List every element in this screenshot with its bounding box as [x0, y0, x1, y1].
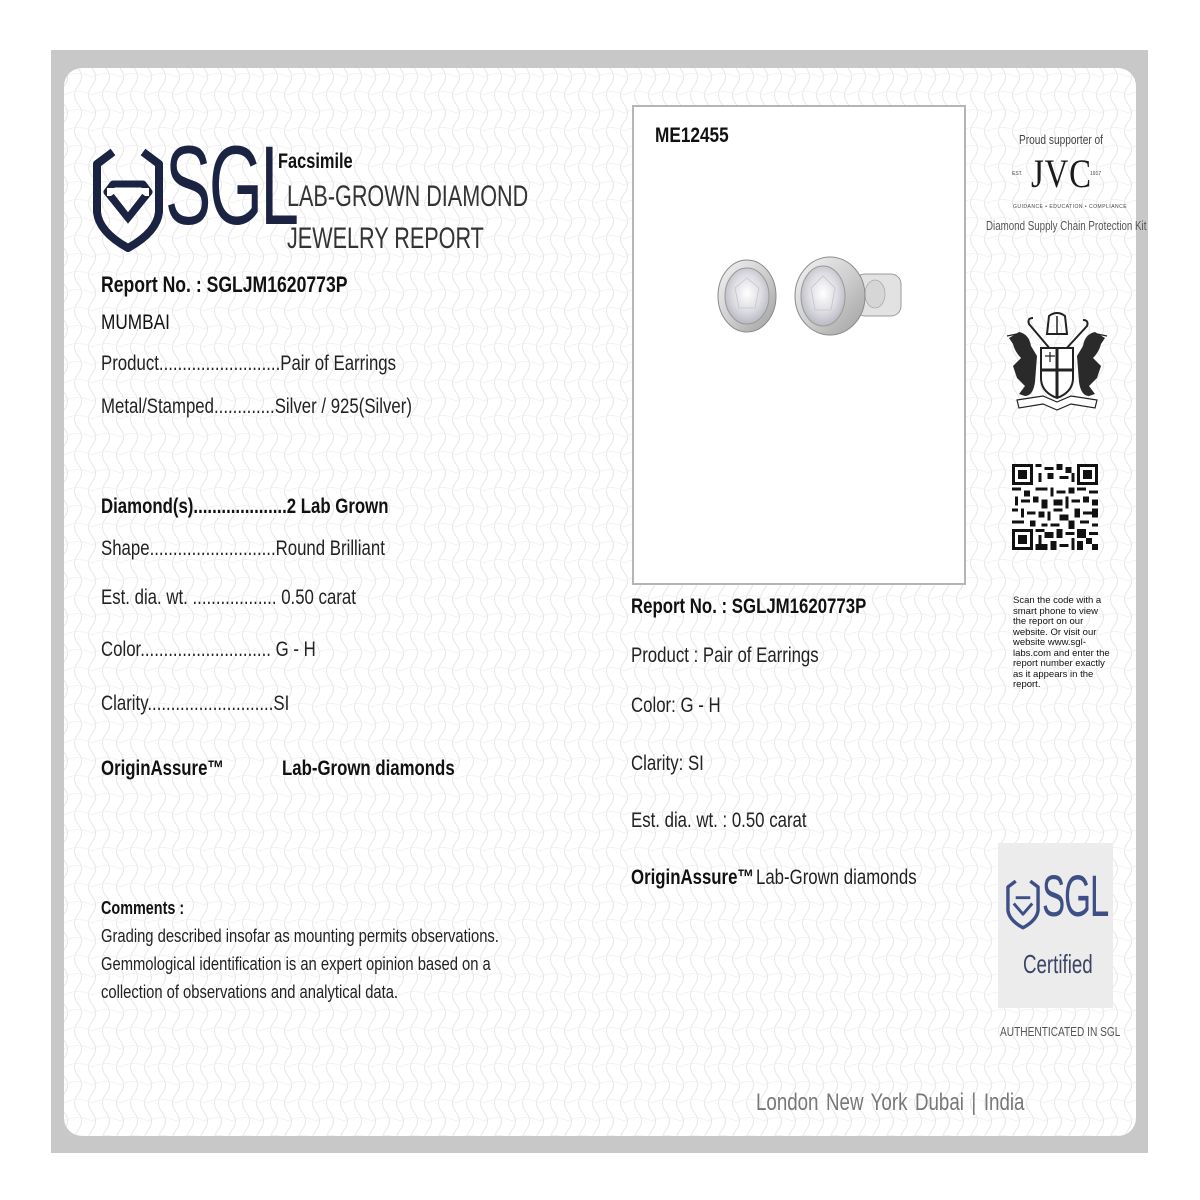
comment-line: collection of observations and analytical data.: [101, 982, 399, 1002]
summary-origin-label: OriginAssure™: [631, 866, 755, 889]
leader-dots: ...........................: [149, 537, 276, 560]
sgl-logo-text: SGL: [165, 123, 297, 248]
leader-dots: ..........................: [158, 352, 281, 375]
facsimile-label: Facsimile: [278, 150, 353, 173]
certified-label: Certified: [1023, 949, 1093, 979]
detail-label: Diamond(s): [101, 495, 194, 518]
detail-value: G - H: [270, 638, 316, 661]
leader-dots: ...........................: [147, 692, 274, 715]
report-number: Report No. : SGLJM1620773P: [101, 272, 348, 297]
product-code: ME12455: [655, 124, 729, 147]
detail-row-shape: [101, 537, 385, 561]
certified-shield-icon: [1006, 878, 1040, 930]
comments-label: Comments :: [101, 898, 185, 918]
detail-row-diamonds: [101, 495, 389, 519]
detail-row-weight: [101, 586, 356, 610]
detail-label: Product: [101, 352, 159, 375]
detail-row-product: [101, 352, 396, 376]
certified-sgl-text: SGL: [1042, 864, 1109, 929]
summary-weight: Est. dia. wt. : 0.50 carat: [631, 809, 807, 832]
summary-clarity: Clarity: SI: [631, 752, 704, 775]
detail-row-color: [101, 638, 316, 662]
office-locations: London New York Dubai | India: [756, 1089, 1025, 1116]
detail-label: Clarity: [101, 692, 148, 715]
origin-assure-label: OriginAssure™: [101, 757, 225, 780]
summary-color: Color: G - H: [631, 694, 721, 717]
report-title-line2: JEWELRY REPORT: [287, 222, 484, 255]
authenticated-label: AUTHENTICATED IN SGL: [1000, 1024, 1121, 1039]
sgl-shield-logo-icon: [93, 146, 163, 252]
detail-label: Metal/Stamped: [101, 395, 214, 418]
jvc-year-label: 1917: [1090, 171, 1102, 177]
jvc-est-label: EST.: [1012, 171, 1023, 177]
jvc-supporter-label: Proud supporter of: [1019, 132, 1103, 147]
comment-line: Gemmological identification is an expert opinion based on a: [101, 954, 491, 974]
detail-label: Color: [101, 638, 141, 661]
detail-label: Est. dia. wt.: [101, 586, 193, 609]
product-photo-panel: [632, 105, 966, 585]
qr-instructions: Scan the code with a smart phone to view the report on our website. Or visit our website www.sgl-labs.com and enter the report number exactly as it appears in the report.: [1013, 595, 1110, 690]
leader-dots: .............: [214, 395, 275, 418]
comment-line: Grading described insofar as mounting permits observations.: [101, 926, 499, 946]
summary-product: Product : Pair of Earrings: [631, 644, 819, 667]
detail-value: SI: [273, 692, 290, 715]
earrings-photo-image: [715, 248, 915, 343]
detail-row-metal: [101, 395, 412, 419]
detail-value: 0.50 carat: [276, 586, 356, 609]
origin-assure-value: Lab-Grown diamonds: [282, 757, 455, 780]
jvc-tagline: GUIDANCE • EDUCATION • COMPLIANCE: [1013, 204, 1128, 210]
detail-label: Shape: [101, 537, 150, 560]
coat-of-arms-crest-icon: [1003, 312, 1111, 416]
qr-code-image[interactable]: [1012, 464, 1098, 550]
jvc-logo: JVC: [1031, 151, 1092, 196]
summary-report-number: Report No. : SGLJM1620773P: [631, 595, 867, 618]
report-title-line1: LAB-GROWN DIAMOND: [287, 180, 529, 213]
detail-row-clarity: [101, 692, 289, 716]
report-city: MUMBAI: [101, 311, 170, 334]
leader-dots: ..................: [192, 586, 277, 609]
detail-value: Pair of Earrings: [280, 352, 397, 375]
detail-value: Silver / 925(Silver): [274, 395, 412, 418]
summary-origin-value: Lab-Grown diamonds: [756, 866, 917, 889]
leader-dots: ....................: [193, 495, 287, 518]
detail-value: Round Brilliant: [275, 537, 385, 560]
leader-dots: ............................: [140, 638, 271, 661]
jvc-kit-label: Diamond Supply Chain Protection Kit: [986, 218, 1147, 233]
detail-value: 2 Lab Grown: [286, 495, 389, 518]
